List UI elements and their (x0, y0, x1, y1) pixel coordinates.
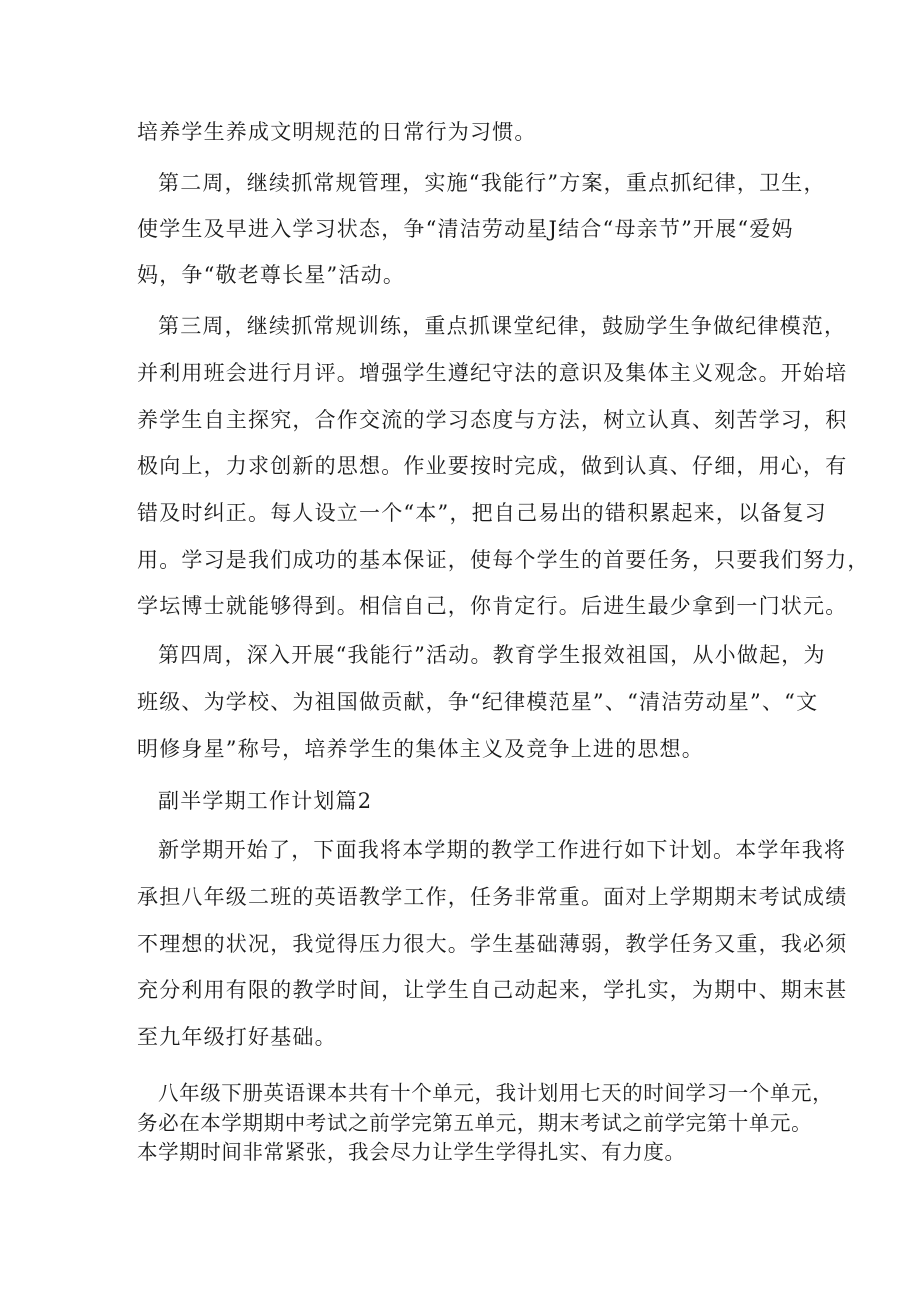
text-line: 第四周，深入开展“我能行”活动。教育学生报效祖国，从小做起，为 (158, 643, 826, 667)
text-line: 务必在本学期期中考试之前学完第五单元，期末考试之前学完第十单元。 (137, 1111, 813, 1135)
text-line: 充分利用有限的教学时间，让学生自己动起来，学扎实，为期中、期末甚 (137, 978, 848, 1002)
text-line: 用。学习是我们成功的基本保证，使每个学生的首要任务，只要我们努力， (137, 548, 870, 572)
text-line: 不理想的状况，我觉得压力很大。学生基础薄弱，教学任务又重，我必须 (137, 932, 848, 956)
text-line: 错及时纠正。每人设立一个“本”，把自己易出的错积累起来，以备复习 (137, 501, 827, 525)
text-line: 并利用班会进行月评。增强学生遵纪守法的意识及集体主义观念。开始培 (137, 361, 848, 385)
text-line: 养学生自主探究，合作交流的学习态度与方法，树立认真、刻苦学习，积 (137, 408, 848, 432)
text-line: 本学期时间非常紧张，我会尽力让学生学得扎实、有力度。 (137, 1140, 686, 1164)
text-line: 八年级下册英语课本共有十个单元，我计划用七天的时间学习一个单元， (158, 1081, 834, 1105)
text-line: 承担八年级二班的英语教学工作，任务非常重。面对上学期期末考试成绩 (137, 885, 848, 909)
text-line: 妈，争“敬老尊长星”活动。 (137, 263, 406, 287)
text-line: 第二周，继续抓常规管理，实施“我能行”方案，重点抓纪律，卫生， (158, 171, 826, 195)
text-line: 新学期开始了，下面我将本学期的教学工作进行如下计划。本学年我将 (158, 838, 847, 862)
section-heading: 副半学期工作计划篇2 (158, 789, 373, 813)
text-line: 班级、为学校、为祖国做贡献，争“纪律模范星”、“清洁劳动星”、“文 (137, 690, 819, 714)
text-line: 使学生及早进入学习状态，争“清洁劳动星J结合“母亲节”开展“爱妈 (137, 217, 794, 241)
text-line: 至九年级打好基础。 (137, 1025, 337, 1049)
text-line: 培养学生养成文明规范的日常行为习惯。 (137, 120, 537, 144)
text-line: 明修身星”称号，培养学生的集体主义及竞争上进的思想。 (137, 737, 704, 761)
text-line: 学坛博士就能够得到。相信自己，你肯定行。后进生最少拿到一门状元。 (137, 594, 848, 618)
text-line: 第三周，继续抓常规训练，重点抓课堂纪律，鼓励学生争做纪律模范， (158, 314, 847, 338)
text-line: 极向上，力求创新的思想。作业要按时完成，做到认真、仔细，用心，有 (137, 454, 848, 478)
